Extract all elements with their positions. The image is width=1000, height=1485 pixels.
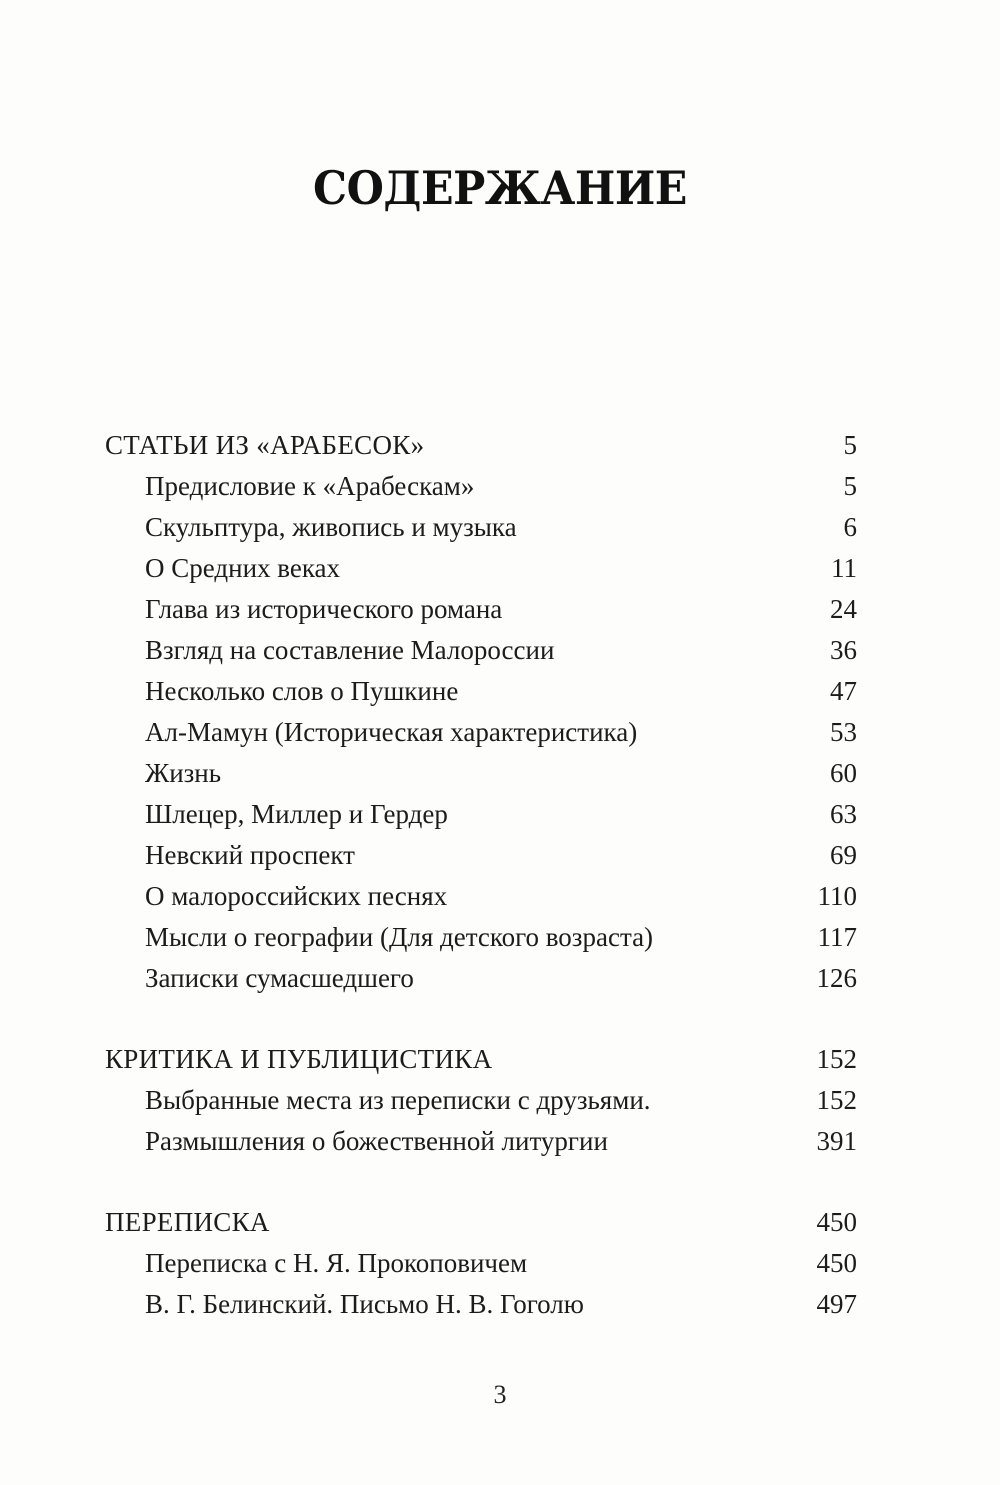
toc-page-number: 5 bbox=[843, 430, 857, 460]
toc-entry-label: Размышления о божественной литургии bbox=[145, 1126, 608, 1156]
toc-entry[interactable] bbox=[105, 712, 857, 753]
toc-section-correspondence bbox=[105, 1202, 857, 1325]
toc-section-criticism bbox=[105, 1039, 857, 1162]
toc-entry-label: Ал-Мамун (Историческая характеристика) bbox=[145, 717, 638, 747]
toc-page-number: 152 bbox=[816, 1044, 857, 1074]
toc-page-number: 450 bbox=[816, 1207, 857, 1237]
toc-entry[interactable] bbox=[105, 876, 857, 917]
toc-heading-label: КРИТИКА И ПУБЛИЦИСТИКА bbox=[105, 1044, 493, 1074]
toc-page-number: 69 bbox=[830, 840, 857, 870]
toc-page-number: 497 bbox=[816, 1289, 857, 1319]
toc-entry[interactable] bbox=[105, 1121, 857, 1162]
toc-entry[interactable] bbox=[105, 507, 857, 548]
toc-entry-label: Предисловие к «Арабескам» bbox=[145, 471, 475, 501]
toc-entry-label: Невский проспект bbox=[145, 840, 355, 870]
toc-entry-label: Переписка с Н. Я. Прокоповичем bbox=[145, 1248, 528, 1278]
toc-entry[interactable] bbox=[105, 630, 857, 671]
toc-entry-label: Глава из исторического романа bbox=[145, 594, 503, 624]
toc-entry-label: Жизнь bbox=[145, 758, 222, 788]
toc-entry[interactable] bbox=[105, 1243, 857, 1284]
toc-section-arabesques bbox=[105, 425, 857, 999]
toc-entry[interactable] bbox=[105, 589, 857, 630]
toc-page-number: 450 bbox=[816, 1248, 857, 1278]
toc-entry[interactable] bbox=[105, 835, 857, 876]
table-of-contents bbox=[105, 425, 857, 1325]
page-title: СОДЕРЖАНИЕ bbox=[313, 161, 687, 215]
toc-entry-label: В. Г. Белинский. Письмо Н. В. Гоголю bbox=[145, 1289, 584, 1319]
toc-entry-label: О Средних веках bbox=[145, 553, 341, 583]
toc-entry[interactable] bbox=[105, 917, 857, 958]
toc-entry[interactable] bbox=[105, 794, 857, 835]
toc-page-number: 36 bbox=[830, 635, 857, 665]
toc-entry[interactable] bbox=[105, 466, 857, 507]
toc-page-number: 126 bbox=[816, 963, 857, 993]
toc-heading-label: СТАТЬИ ИЗ «АРАБЕСОК» bbox=[105, 430, 425, 460]
toc-page-number: 60 bbox=[830, 758, 857, 788]
toc-page-number: 63 bbox=[830, 799, 857, 829]
toc-page-number: 53 bbox=[830, 717, 857, 747]
toc-entry-label: О малороссийских песнях bbox=[145, 881, 448, 911]
toc-page-number: 6 bbox=[843, 512, 857, 542]
toc-entry-label: Выбранные места из переписки с друзьями. bbox=[145, 1085, 651, 1115]
toc-page-number: 110 bbox=[817, 881, 857, 911]
toc-section-heading[interactable] bbox=[105, 425, 857, 466]
toc-page-number: 5 bbox=[843, 471, 857, 501]
toc-entry[interactable] bbox=[105, 753, 857, 794]
toc-entry-label: Скульптура, живопись и музыка bbox=[145, 512, 517, 542]
toc-page-number: 152 bbox=[816, 1085, 857, 1115]
toc-page-number: 47 bbox=[830, 676, 857, 706]
toc-entry-label: Шлецер, Миллер и Гердер bbox=[145, 799, 448, 829]
toc-page-number: 24 bbox=[830, 594, 857, 624]
toc-entry-label: Мысли о географии (Для детского возраста) bbox=[145, 922, 654, 952]
toc-entry[interactable] bbox=[105, 671, 857, 712]
toc-entry-label: Взгляд на составление Малороссии bbox=[145, 635, 555, 665]
toc-section-heading[interactable] bbox=[105, 1039, 857, 1080]
toc-page-number: 391 bbox=[816, 1126, 857, 1156]
toc-page-number: 11 bbox=[831, 553, 857, 583]
toc-entry[interactable] bbox=[105, 1284, 857, 1325]
toc-heading-label: ПЕРЕПИСКА bbox=[105, 1207, 270, 1237]
toc-entry-label: Записки сумасшедшего bbox=[145, 963, 414, 993]
toc-entry-label: Несколько слов о Пушкине bbox=[145, 676, 459, 706]
toc-section-heading[interactable] bbox=[105, 1202, 857, 1243]
toc-entry[interactable] bbox=[105, 1080, 857, 1121]
toc-entry[interactable] bbox=[105, 958, 857, 999]
toc-page-number: 117 bbox=[817, 922, 857, 952]
toc-entry[interactable] bbox=[105, 548, 857, 589]
page-number-footer: 3 bbox=[493, 1380, 507, 1409]
